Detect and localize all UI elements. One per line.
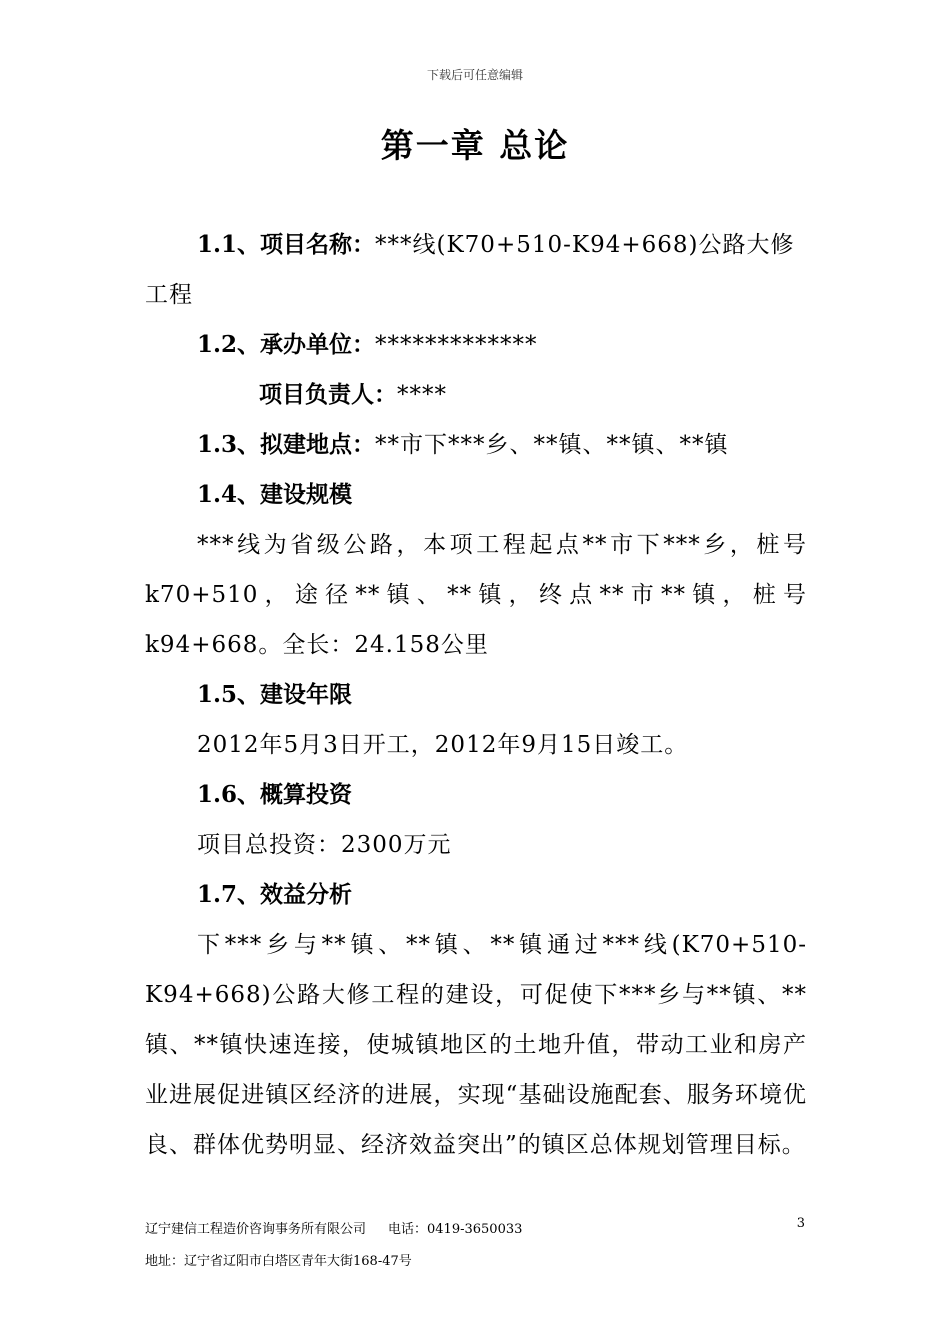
section-1-2-value: *************	[375, 332, 538, 358]
page-number: 3	[796, 1216, 805, 1231]
section-1-3-value: **市下***乡、**镇、**镇、**镇	[375, 432, 729, 458]
section-1-2-label: 1.2、承办单位：	[197, 331, 376, 358]
section-1-3-label: 1.3、拟建地点：	[197, 431, 376, 458]
chapter-title: 第一章 总论	[380, 126, 570, 165]
section-1-4-heading: 1.4、建设规模	[197, 481, 353, 508]
section-1-1	[145, 220, 807, 320]
section-1-2-manager	[145, 370, 807, 420]
section-1-7-text: 下***乡与**镇、**镇、**镇通过***线(K70+510-K94+668)公路大修工程的建设，可促使下***乡与**镇、**镇、**镇快速连接，使城镇地区的土地升值，带动工业和房产业进展促进镇区经济的进展，实现“基础设施配套、服务环境优良、群体优势明显、经济效益突出”的镇区总体规划管理目标。	[145, 932, 807, 1158]
footer-company-line	[145, 1218, 815, 1237]
section-1-1-label: 1.1、项目名称：	[197, 231, 376, 258]
document-body	[145, 220, 807, 1170]
section-1-6-heading: 1.6、概算投资	[197, 781, 353, 808]
section-1-1-value: ***线(K70+510-K94+668)公路大修工程	[145, 232, 795, 308]
section-1-5-text: 2012年5月3日开工，2012年9月15日竣工。	[197, 732, 689, 758]
project-manager-value: ****	[397, 382, 447, 408]
footer-phone: 电话：0419-3650033	[388, 1222, 523, 1237]
section-1-4-text: ***线为省级公路，本项工程起点**市下***乡，桩号k70+510，途径**镇、**镇，终点**市**镇，桩号k94+668。全长：24.158公里	[145, 532, 807, 658]
header-note: 下载后可任意编辑	[426, 68, 523, 82]
section-1-7-heading: 1.7、效益分析	[197, 881, 353, 908]
footer-address: 地址：辽宁省辽阳市白塔区青年大街168-47号	[145, 1254, 412, 1269]
project-manager-label: 项目负责人：	[259, 381, 397, 408]
section-1-2	[145, 320, 807, 370]
section-1-5-heading: 1.5、建设年限	[197, 681, 353, 708]
section-1-3	[145, 420, 807, 470]
footer-company: 辽宁建信工程造价咨询事务所有限公司	[145, 1222, 367, 1237]
section-1-6-text: 项目总投资：2300万元	[197, 832, 452, 858]
